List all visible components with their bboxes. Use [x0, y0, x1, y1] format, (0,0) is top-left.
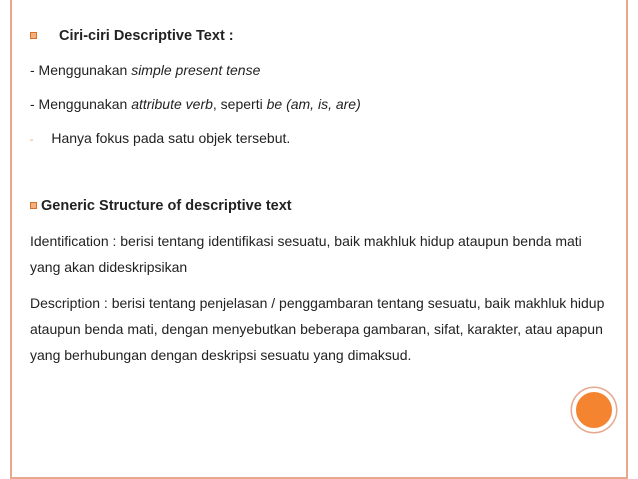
- orange-dash-bullet: -: [30, 135, 34, 146]
- section2-heading-row: [30, 198, 292, 214]
- description-paragraph: Description : berisi tentang penjelasan / penggambaran tentang sesuatu, baik makhluk hidup ataupun benda mati, dengan menyebutkan beberapa gambaran, sifat, karakter, atau apapun yang berhubungan dengan deskripsi sesuatu yang dimaksud.: [30, 295, 605, 363]
- section1-item-2: [30, 96, 361, 112]
- item-1-emphasis: simple present tense: [131, 62, 261, 78]
- bottom-border-line: [10, 477, 627, 479]
- orange-circle-decoration: [572, 388, 616, 432]
- identification-paragraph: Identification : berisi tentang identifikasi sesuatu, baik makhluk hidup ataupun benda mati yang akan dideskripsikan: [30, 233, 582, 275]
- item-2-emphasis: attribute verb: [131, 96, 213, 112]
- right-border-line: [626, 0, 628, 479]
- item-3-text: Hanya fokus pada satu objek tersebut.: [51, 130, 291, 146]
- square-bullet-icon: [30, 202, 37, 209]
- left-border-line: [10, 0, 12, 479]
- item-2-mid: , seperti: [212, 96, 267, 112]
- item-2-prefix: - Menggunakan: [30, 96, 132, 112]
- item-2-emphasis-2: be (am, is, are): [266, 96, 361, 112]
- section1-item-1: [30, 62, 260, 78]
- section1-item-3: [30, 130, 290, 146]
- square-bullet-icon: [30, 32, 37, 39]
- section1-heading-row: [30, 28, 234, 44]
- section1-heading: Ciri-ciri Descriptive Text :: [59, 28, 234, 44]
- item-1-prefix: - Menggunakan: [30, 62, 132, 78]
- section2-heading: Generic Structure of descriptive text: [41, 198, 292, 214]
